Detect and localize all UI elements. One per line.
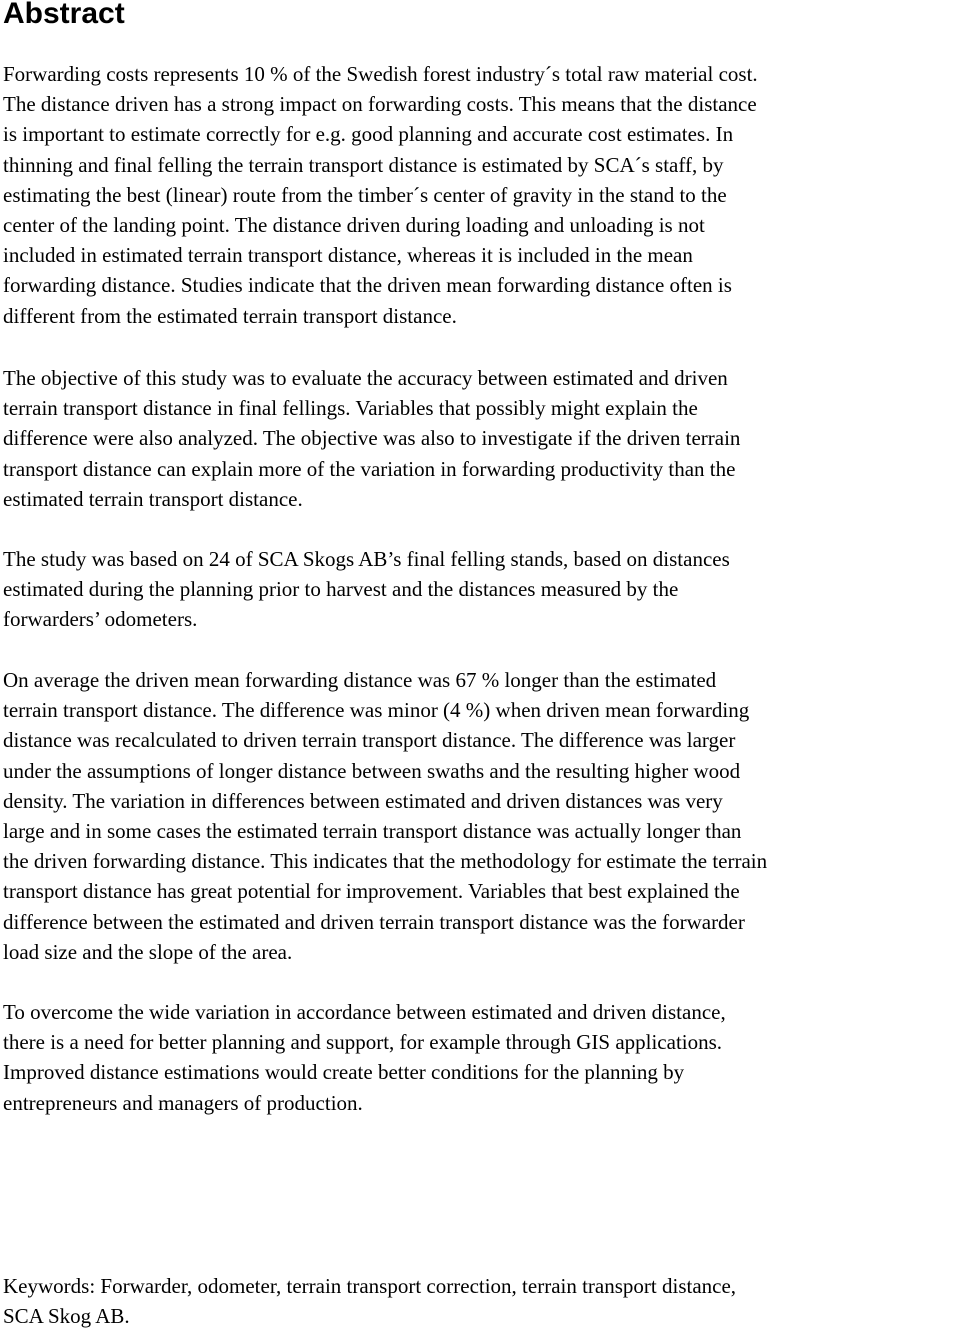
- paragraph-study-basis: The study was based on 24 of SCA Skogs AB’s final felling stands, based on distances estimated during the planning prior to harvest and the distances measured by the forwarders’ odometers.: [3, 547, 730, 632]
- paragraph-conclusion: To overcome the wide variation in accordance between estimated and driven distance, there is a need for better planning and support, for example through GIS applications. Improved distance estimations would create better conditions for the planning by entrepreneurs and managers of production.: [3, 1000, 726, 1115]
- paragraph-results: On average the driven mean forwarding distance was 67 % longer than the estimated terrain transport distance. The difference was minor (4 %) when driven mean forwarding distance was recalculated to driven terrain transport distance. The difference was larger under the assumptions of longer distance between swaths and the resulting higher wood density. The variation in differences between estimated and driven distances was very large and in some cases the estimated terrain transport distance was actually longer than the driven forwarding distance. This indicates that the methodology for estimate the terrain transport distance has great potential for improvement. Variables that best explained the difference between the estimated and driven terrain transport distance was the forwarder load size and the slope of the area.: [3, 668, 768, 964]
- section-heading: Abstract: [3, 0, 125, 30]
- keywords: Keywords: Forwarder, odometer, terrain transport correction, terrain transport distance, SCA Skog AB.: [3, 1274, 737, 1329]
- paragraph-intro: Forwarding costs represents 10 % of the Swedish forest industry´s total raw material cost. The distance driven has a strong impact on forwarding costs. This means that the distance is important to estimate correctly for e.g. good planning and accurate cost estimates. In thinning and final felling the terrain transport distance is estimated by SCA´s staff, by estimating the best (linear) route from the timber´s center of gravity in the stand to the center of the landing point. The distance driven during loading and unloading is not included in estimated terrain transport distance, whereas it is included in the mean forwarding distance. Studies indicate that the driven mean forwarding distance often is different from the estimated terrain transport distance.: [3, 62, 758, 328]
- paragraph-objective: The objective of this study was to evaluate the accuracy between estimated and driven terrain transport distance in final fellings. Variables that possibly might explain the difference were also analyzed. The objective was also to investigate if the driven terrain transport distance can explain more of the variation in forwarding productivity than the estimated terrain transport distance.: [3, 366, 741, 511]
